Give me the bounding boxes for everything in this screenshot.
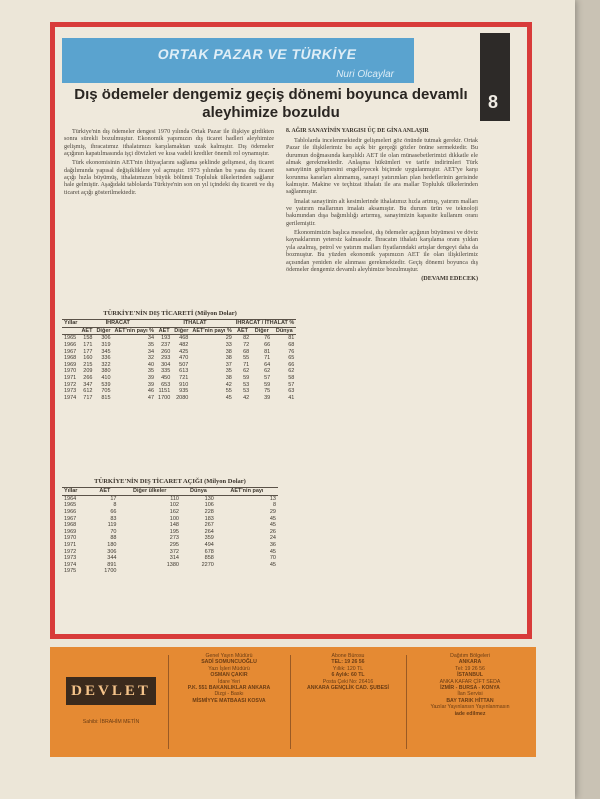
table-cell: 1971 xyxy=(64,375,77,382)
deficit-table-header-row xyxy=(62,488,278,496)
table-cell: 58 xyxy=(288,375,295,382)
table-cell: 264 xyxy=(204,528,214,535)
table-cell: 678 xyxy=(204,548,214,555)
table-cell: 59 xyxy=(243,375,250,382)
table-cell: 62 xyxy=(264,368,271,375)
trade-subheader-cell: AET xyxy=(81,327,93,334)
trade-subheader-cell: Diğer xyxy=(254,327,269,334)
table-cell: 53 xyxy=(243,381,250,388)
table-cell: 106 xyxy=(204,502,214,509)
table-cell: 1966 xyxy=(64,509,77,516)
masthead-line: ANKARA GENÇLİK CAD. ŞUBESİ xyxy=(307,685,389,692)
table-cell: 209 xyxy=(83,368,93,375)
table-cell: 32 xyxy=(147,355,155,362)
article-headline: Dış ödemeler dengemiz geçiş dönemi boyunca devamlı aleyhimize bozuldu xyxy=(74,86,468,121)
table-cell: 148 xyxy=(169,522,179,529)
table-cell: 62 xyxy=(243,368,250,375)
trade-subheader-cell: Dünya xyxy=(275,327,293,334)
table-cell: 81 xyxy=(288,335,295,342)
table-cell: 45 xyxy=(225,394,232,401)
masthead-line: OSMAN ÇAKIR xyxy=(210,672,248,679)
deficit-table xyxy=(62,487,278,575)
trade-subheader-cell: Diğer xyxy=(96,327,111,334)
masthead-line: SADİ SOMUNCUOĞLU xyxy=(201,659,257,666)
table-cell: 293 xyxy=(161,355,171,362)
table-cell: 2080 xyxy=(176,394,189,401)
table-cell: 450 xyxy=(161,375,171,382)
masthead-line: Dizgi - Baskı xyxy=(214,691,244,698)
table-cell: 68 xyxy=(243,348,250,355)
table-cell: 1965 xyxy=(64,502,77,509)
masthead-line: 6 Aylık: 60 TL xyxy=(331,672,365,679)
table-row xyxy=(62,381,296,388)
masthead-line: TEL: 19 26 56 xyxy=(331,659,365,666)
table-cell: 42 xyxy=(243,394,250,401)
table-cell: 613 xyxy=(179,368,189,375)
table-cell: 70 xyxy=(110,528,117,535)
table-cell: 1967 xyxy=(64,348,77,355)
table-cell: 13 xyxy=(269,495,276,502)
table-cell: 1971 xyxy=(64,542,77,549)
table-cell: 24 xyxy=(269,535,276,542)
right-paragraph-2: İmalat sanayiinin alt kesimlerinde ithalatımız hızla artmış, yatırım malları ve yatırım mallarının imalatı aksamıştır. Bu durum ürün ve teknoloji bakımından dışa bağımlılığı artırmış, sanayimizin kapasite kullanım oranı gerilemiştir. xyxy=(286,197,478,227)
table-cell: 8 xyxy=(113,502,117,509)
masthead-line: İlan Servisi xyxy=(457,691,483,698)
table-cell: 46 xyxy=(147,388,155,395)
table-cell: 193 xyxy=(161,335,171,342)
table-cell: 183 xyxy=(204,515,214,522)
table-cell: 33 xyxy=(225,342,232,349)
table-cell: 1965 xyxy=(64,335,77,342)
table-row xyxy=(62,562,278,569)
table-cell: 65 xyxy=(288,355,295,362)
table-cell: 2270 xyxy=(201,561,214,568)
table-cell: 88 xyxy=(110,535,117,542)
table-cell: 41 xyxy=(288,394,295,401)
right-subhead: 8. AĞIR SANAYİNİN YARGISI ÜÇ DE GİNA ANLAŞIR xyxy=(286,128,429,134)
continued-notice: (DEVAMI EDECEK) xyxy=(421,275,478,283)
table-cell: 721 xyxy=(179,375,189,382)
table-cell: 171 xyxy=(83,342,93,349)
table-cell: 45 xyxy=(269,522,276,529)
table-cell: 71 xyxy=(264,355,271,362)
trade-subheader-cell xyxy=(62,327,79,335)
col-ratio-header: İHRACAT / İTHALAT % xyxy=(235,320,295,327)
table-cell: 36 xyxy=(269,542,276,549)
table-cell: 68 xyxy=(288,342,295,349)
masthead-line: Yıllık: 120 TL xyxy=(332,665,364,672)
table-cell xyxy=(216,568,278,575)
table-cell: 177 xyxy=(83,348,93,355)
col-year-header: Yıllar xyxy=(64,320,78,327)
table-cell: 71 xyxy=(243,361,250,368)
table-cell: 319 xyxy=(101,342,111,349)
masthead-line: Yazı İşleri Müdürü xyxy=(208,665,250,672)
table-cell: 295 xyxy=(169,542,179,549)
table-cell: 468 xyxy=(179,335,189,342)
table-cell: 66 xyxy=(264,342,271,349)
table-cell: 17 xyxy=(110,495,117,502)
table-cell: 158 xyxy=(83,335,93,342)
table-cell: 1970 xyxy=(64,368,77,375)
table-cell: 82 xyxy=(243,335,250,342)
table-cell: 304 xyxy=(161,361,171,368)
masthead-line: Posta Çeki No: 26416 xyxy=(322,678,374,685)
table-row xyxy=(62,335,296,342)
table-cell: 306 xyxy=(101,335,111,342)
table-cell: 380 xyxy=(101,368,111,375)
deficit-header-cell: Yıllar xyxy=(64,488,78,495)
table-cell: 228 xyxy=(204,509,214,516)
table-cell: 306 xyxy=(107,548,117,555)
table-cell: 612 xyxy=(83,388,93,395)
table-cell: 482 xyxy=(179,342,189,349)
deficit-table-title: TÜRKİYE'NİN DIŞ TİCARET AÇIĞI (Milyon Dolar) xyxy=(94,478,246,485)
table-cell: 64 xyxy=(264,361,271,368)
masthead-line: Abone Bürosu xyxy=(331,653,365,659)
trade-subheader-cell: Diğer xyxy=(174,327,189,334)
masthead-distribution xyxy=(412,653,528,717)
table-cell: 1973 xyxy=(64,555,77,562)
table-cell: 1968 xyxy=(64,522,77,529)
masthead-divider xyxy=(290,655,291,749)
table-row xyxy=(62,529,278,536)
banner-author: Nuri Olcaylar xyxy=(336,69,394,80)
masthead-line: MİSMİYYE MATBAASI KOSVA xyxy=(192,697,266,704)
table-cell: 76 xyxy=(264,335,271,342)
masthead-line: Genel Yayın Müdürü xyxy=(205,653,253,659)
masthead-line: ANKA KAFAR ÇİFT SEDA xyxy=(439,678,501,685)
series-banner xyxy=(62,38,414,83)
masthead-line: BAY TARIK HİTTAN xyxy=(446,697,494,704)
col-export-header: İHRACAT xyxy=(105,320,130,327)
table-row xyxy=(62,555,278,562)
masthead-divider xyxy=(168,655,169,749)
table-cell: 39 xyxy=(264,394,271,401)
masthead-editorial xyxy=(174,653,284,704)
devlet-logo: DEVLET xyxy=(66,677,156,705)
trade-table-header-row xyxy=(62,320,296,328)
masthead-divider xyxy=(406,655,407,749)
table-cell: 62 xyxy=(288,368,295,375)
table-cell: 57 xyxy=(264,375,271,382)
table-cell: 83 xyxy=(110,515,117,522)
table-row xyxy=(62,395,296,402)
table-cell: 260 xyxy=(161,348,171,355)
table-cell: 39 xyxy=(147,381,155,388)
table-cell: 66 xyxy=(110,509,117,516)
section-number: 8 xyxy=(488,92,499,112)
trade-table xyxy=(62,319,296,401)
table-cell: 1700 xyxy=(158,394,171,401)
table-row xyxy=(62,548,278,555)
table-cell: 55 xyxy=(225,388,232,395)
table-cell: 180 xyxy=(107,542,117,549)
table-cell xyxy=(181,568,216,575)
table-row xyxy=(62,355,296,362)
table-cell: 119 xyxy=(107,522,117,529)
table-cell: 38 xyxy=(225,348,232,355)
table-cell: 336 xyxy=(101,355,111,362)
masthead-line: P.K. 551 BAKANLIKLAR ANKARA xyxy=(187,685,271,692)
table-cell: 1151 xyxy=(158,388,171,395)
table-cell: 705 xyxy=(101,388,111,395)
table-row xyxy=(62,342,296,349)
table-cell: 410 xyxy=(101,375,111,382)
table-cell: 539 xyxy=(101,381,111,388)
table-cell xyxy=(118,568,181,575)
right-paragraph-3: Ekonomimizin başlıca meselesi, dış ödemeler açığının büyümesi ve döviz kaynaklarının yetersiz kalmasıdır. İhracatın ithalatı karşılama oranı yıldan yıla azalmış, petrol ve yatırım malları fiyatlarındaki artışlar dengeyi daha da bozmuştur. Bu yüzden ekonomik yapımızın AET ile olan ilişkilerimiz açısından yeniden ele alınması gerekmektedir. Geçiş dönemi boyunca dış ödemeler dengemiz devamlı aleyhimize bozulmuştur. xyxy=(286,229,478,273)
masthead-line: Tel: 19 26 56 xyxy=(455,665,485,672)
table-row xyxy=(62,542,278,549)
table-cell: 653 xyxy=(161,381,171,388)
table-cell: 102 xyxy=(169,502,179,509)
masthead-line: İdare Yeri xyxy=(218,678,240,685)
table-row xyxy=(62,362,296,369)
table-cell: 37 xyxy=(225,361,232,368)
trade-subheader-cell: AET xyxy=(237,327,249,334)
table-cell: 26 xyxy=(269,528,276,535)
table-cell: 1967 xyxy=(64,515,77,522)
table-row xyxy=(62,375,296,382)
table-cell: 8 xyxy=(272,502,276,509)
masthead-line: Dağıtım Bölgeleri xyxy=(450,653,490,659)
table-cell: 45 xyxy=(269,561,276,568)
table-cell: 1972 xyxy=(64,381,77,388)
table-row xyxy=(62,535,278,542)
deficit-table-block xyxy=(62,476,278,575)
deficit-header-cell: Diğer ülkeler xyxy=(133,488,167,495)
masthead-line: İSTANBUL xyxy=(457,672,483,679)
trade-subheader-cell: AET xyxy=(158,327,170,334)
table-cell: 110 xyxy=(170,495,179,502)
table-cell: 35 xyxy=(225,368,232,375)
table-cell: 75 xyxy=(264,388,271,395)
table-cell: 35 xyxy=(147,368,155,375)
table-cell: 53 xyxy=(243,388,250,395)
table-row xyxy=(62,515,278,522)
table-cell: 47 xyxy=(147,394,155,401)
table-row xyxy=(62,495,278,502)
trade-table-subheader-row xyxy=(62,327,296,335)
table-row xyxy=(62,509,278,516)
table-cell: 35 xyxy=(147,342,155,349)
table-cell: 70 xyxy=(269,555,276,562)
table-cell: 425 xyxy=(179,348,189,355)
left-paragraph-1: Türkiye'nin dış ödemeler dengesi 1970 yılında Ortak Pazar ile ilişkiye girdikten sonra sürekli bozulmuştur. Ekonomik yapımızın dış ticaret hadleri aleyhimize gelişmiş, ihracatımız ithalatımızı karşılamaktan uzak kalmıştır. Dış ödemeler açığının kapatılmasında işçi dövizleri ve kısa vadeli krediler önemli rol oynamıştır. xyxy=(64,128,274,158)
left-column xyxy=(64,128,274,198)
table-cell: 39 xyxy=(147,375,155,382)
table-cell: 45 xyxy=(269,548,276,555)
table-cell: 57 xyxy=(288,381,295,388)
table-row xyxy=(62,368,296,375)
table-cell: 160 xyxy=(83,355,93,362)
table-cell: 162 xyxy=(169,509,179,516)
table-cell: 267 xyxy=(204,522,214,529)
table-cell: 858 xyxy=(204,555,214,562)
table-cell: 1973 xyxy=(64,388,77,395)
deficit-header-cell: AET xyxy=(99,488,111,495)
table-cell: 215 xyxy=(83,361,93,368)
trade-table-block xyxy=(62,308,295,401)
masthead-line: ANKARA xyxy=(458,659,482,666)
masthead-subscription xyxy=(296,653,400,691)
table-cell: 507 xyxy=(179,361,189,368)
table-cell: 100 xyxy=(169,515,179,522)
table-cell: 359 xyxy=(204,535,214,542)
table-cell: 1969 xyxy=(64,528,77,535)
deficit-header-cell: AET'nin payı xyxy=(230,488,264,495)
deficit-header-cell: Dünya xyxy=(190,488,207,495)
table-cell: 1968 xyxy=(64,355,77,362)
table-cell: 29 xyxy=(269,509,276,516)
table-cell: 34 xyxy=(147,348,155,355)
table-cell: 1969 xyxy=(64,361,77,368)
table-cell: 494 xyxy=(204,542,214,549)
table-cell: 322 xyxy=(101,361,111,368)
table-row xyxy=(62,568,278,575)
table-cell: 130 xyxy=(204,495,214,502)
table-cell: 273 xyxy=(169,535,179,542)
table-cell: 815 xyxy=(101,394,111,401)
table-cell: 29 xyxy=(225,335,232,342)
masthead-box xyxy=(50,647,536,757)
table-cell: 1972 xyxy=(64,548,77,555)
table-cell: 266 xyxy=(83,375,93,382)
table-cell: 59 xyxy=(264,381,271,388)
table-cell: 1700 xyxy=(104,568,117,575)
table-cell: 1380 xyxy=(166,561,179,568)
left-paragraph-2: Türk ekonomisinin AET'nin ihtiyaçlarını sağlama şeklinde gelişmesi, dış ticaret dağılımında yapısal değişikliklere yol açmıştır. 1973 yılından bu yana dış ticaret açığı hızla büyümüş, ithalatımızın büyük bölümü Topluluk ülkelerinden sağlanır hale gelmiştir. Aşağıdaki tablolarda Türkiye'nin son on yıl içindeki dış ticareti ve dış ticaret açığı gösterilmektedir. xyxy=(64,159,274,196)
table-cell: 935 xyxy=(179,388,189,395)
table-cell: 38 xyxy=(225,355,232,362)
table-cell: 40 xyxy=(147,361,155,368)
table-cell: 314 xyxy=(169,555,179,562)
right-paragraph-1: Tablolarda incelenmektedir gelişmeleri göz önünde tutmak gerekir. Ortak Pazar ile ilişkilerimiz bu açık bir gerçeği gözler önüne sermektedir. Bu durumun doğmasında karşılıklı AET ile olan münasebetlerimizi dikkatle ele almak gerekmektedir. Anlaşma hükümleri ve tarife indirimleri Türk sanayiinin gelişmesini engelleyecek biçimde uygulanmıştır. AET'ye karşı korunma kararları alınmamış, sanayi yatırımları plan hedeflerinin gerisinde kalmıştır. Makine ve teçhizat ithalatı ile ara mallar Topluluk ülkelerinden sağlanmıştır. xyxy=(286,137,478,196)
table-cell: 717 xyxy=(83,394,93,401)
banner-title: ORTAK PAZAR VE TÜRKİYE xyxy=(156,46,359,62)
right-column xyxy=(286,128,478,285)
table-cell: 81 xyxy=(264,348,271,355)
table-cell: 45 xyxy=(269,515,276,522)
table-cell: 1964 xyxy=(64,495,77,502)
table-cell: 195 xyxy=(169,528,179,535)
table-row xyxy=(62,502,278,509)
masthead-line: Yazılar Yayınlansın Yayınlanmasın xyxy=(430,704,510,711)
table-row xyxy=(62,388,296,395)
table-cell: 63 xyxy=(288,388,295,395)
table-cell: 347 xyxy=(83,381,93,388)
table-row xyxy=(62,522,278,529)
table-cell: 372 xyxy=(169,548,179,555)
table-cell: 1974 xyxy=(64,394,77,401)
table-cell: 891 xyxy=(107,561,117,568)
masthead-line: İZMİR - BURSA - KONYA xyxy=(440,685,500,692)
table-cell: 55 xyxy=(243,355,250,362)
table-cell: 38 xyxy=(225,375,232,382)
table-cell: 1974 xyxy=(64,561,77,568)
table-cell: 910 xyxy=(179,381,189,388)
logo-caption: Sahibi: İBRAHİM METİN xyxy=(82,719,140,725)
table-cell: 237 xyxy=(161,342,171,349)
table-cell: 344 xyxy=(107,555,117,562)
table-cell: 1970 xyxy=(64,535,77,542)
table-cell: 1975 xyxy=(64,568,77,575)
table-row xyxy=(62,348,296,355)
masthead-line: iade edilmez xyxy=(454,710,486,717)
trade-subheader-cell: AET'nin payı % xyxy=(114,327,155,334)
table-cell: 42 xyxy=(225,381,232,388)
col-import-header: İTHALAT xyxy=(183,320,207,327)
table-cell: 34 xyxy=(147,335,155,342)
trade-subheader-cell: AET'nin payı % xyxy=(192,327,232,334)
table-cell: 345 xyxy=(101,348,111,355)
table-cell: 76 xyxy=(288,348,295,355)
table-cell: 66 xyxy=(288,361,295,368)
table-cell: 72 xyxy=(243,342,250,349)
table-cell: 470 xyxy=(179,355,189,362)
trade-table-title: TÜRKİYE'NİN DIŞ TİCARETİ (Milyon Dolar) xyxy=(103,310,237,317)
table-cell: 1966 xyxy=(64,342,77,349)
table-cell: 335 xyxy=(161,368,171,375)
